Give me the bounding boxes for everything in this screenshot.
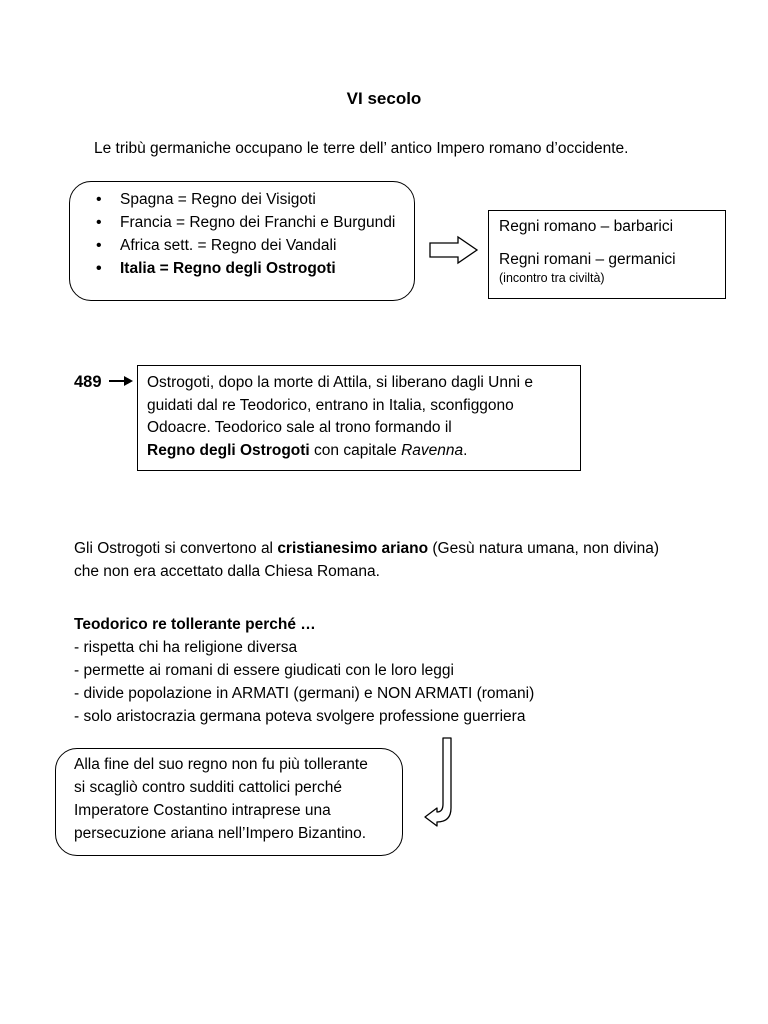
ending-line: Imperatore Costantino intraprese una bbox=[74, 802, 331, 819]
tolerance-item: - divide popolazione in ARMATI (germani) e NON ARMATI (romani) bbox=[74, 685, 535, 702]
ending-box bbox=[55, 748, 403, 856]
region-item: • Italia = Regno degli Ostrogoti bbox=[96, 257, 395, 280]
region-item: • Francia = Regno dei Franchi e Burgundi bbox=[96, 211, 395, 234]
right-arrow-icon bbox=[429, 236, 479, 266]
regions-box bbox=[69, 181, 415, 301]
event-line: Ostrogoti, dopo la morte di Attila, si liberano dagli Unni e bbox=[147, 374, 533, 391]
ending-line: si scagliò contro sudditi cattolici perché bbox=[74, 779, 342, 796]
ending-line: persecuzione ariana nell’Impero Bizantino. bbox=[74, 825, 367, 842]
ending-line: Alla fine del suo regno non fu più tollerante bbox=[74, 756, 368, 773]
curved-arrow-icon bbox=[420, 736, 460, 828]
event-line bbox=[147, 440, 580, 463]
arrow-right-icon bbox=[108, 375, 134, 387]
event-capital: Ravenna bbox=[401, 441, 464, 459]
event-box bbox=[137, 365, 581, 471]
religion-paragraph bbox=[74, 537, 659, 583]
tolerance-item: - permette ai romani di essere giudicati con le loro leggi bbox=[74, 662, 454, 679]
event-text: con capitale bbox=[309, 441, 402, 459]
regions-list bbox=[96, 188, 395, 280]
tolerance-item: - rispetta chi ha religione diversa bbox=[74, 639, 298, 656]
religion-line bbox=[74, 537, 659, 560]
summary-box bbox=[488, 210, 726, 299]
page-title: VI secolo bbox=[346, 89, 422, 108]
religion-text: Gli Ostrogoti si convertono al bbox=[74, 540, 278, 557]
religion-text: (Gesù natura umana, non divina) bbox=[428, 540, 659, 557]
year-label: 489 bbox=[74, 373, 102, 391]
summary-note: (incontro tra civiltà) bbox=[499, 271, 605, 285]
event-line: Odoacre. Teodorico sale al trono formando il bbox=[147, 419, 452, 436]
tolerance-heading: Teodorico re tollerante perché … bbox=[74, 616, 316, 633]
tolerance-item: - solo aristocrazia germana poteva svolgere professione guerriera bbox=[74, 708, 526, 725]
summary-line: Regni romano – barbarici bbox=[499, 218, 674, 235]
religion-line: che non era accettato dalla Chiesa Romana. bbox=[74, 563, 380, 580]
religion-bold: cristianesimo ariano bbox=[277, 540, 429, 557]
event-text: . bbox=[463, 441, 468, 459]
event-line: guidati dal re Teodorico, entrano in Italia, sconfiggono bbox=[147, 396, 514, 414]
region-item: • Africa sett. = Regno dei Vandali bbox=[96, 234, 395, 257]
region-item: • Spagna = Regno dei Visigoti bbox=[96, 188, 395, 211]
tolerance-section bbox=[74, 613, 534, 728]
intro-text: Le tribù germaniche occupano le terre dell’ antico Impero romano d’occidente. bbox=[94, 140, 629, 157]
summary-line: Regni romani – germanici bbox=[499, 251, 676, 268]
event-kingdom: Regno degli Ostrogoti bbox=[147, 441, 310, 459]
